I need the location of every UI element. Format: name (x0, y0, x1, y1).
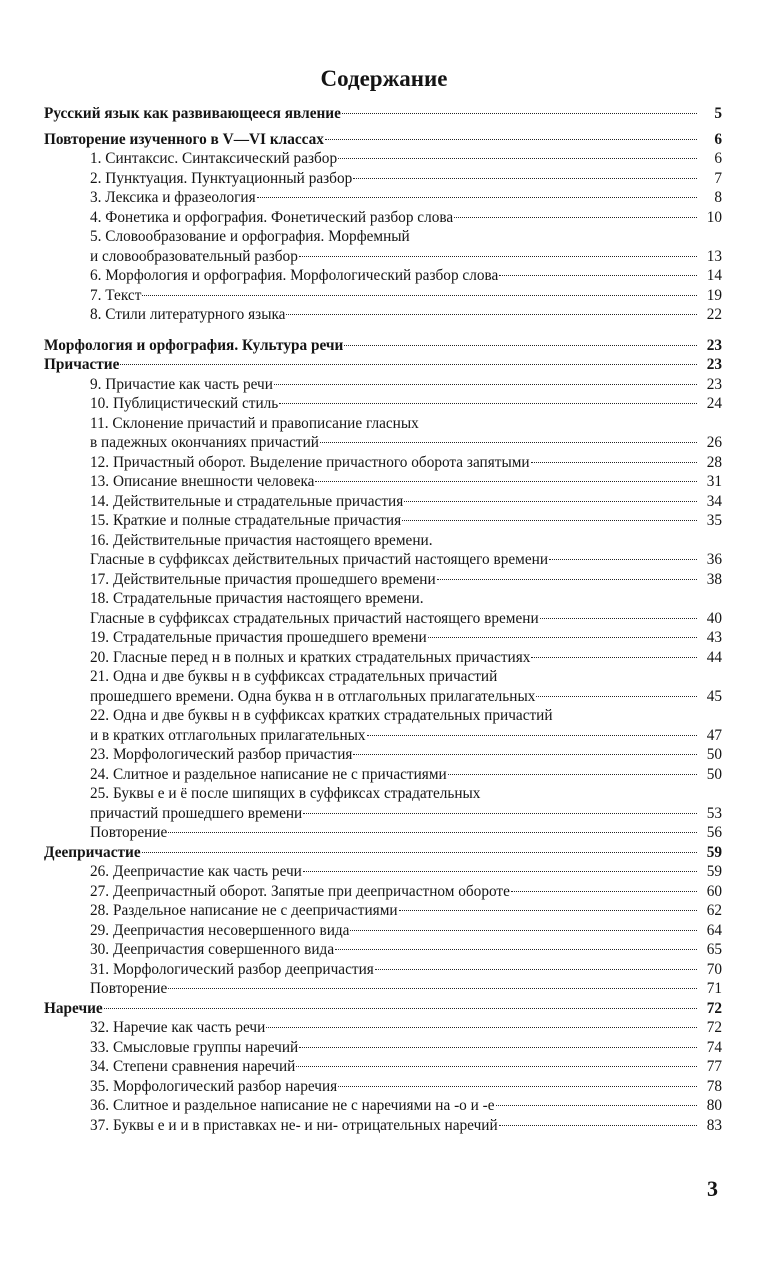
toc-entry-label: 9. Причастие как часть речи (90, 375, 273, 393)
toc-entry (44, 472, 722, 492)
table-of-contents (44, 104, 722, 1135)
toc-entry-label: 33. Смысловые группы наречий (90, 1038, 299, 1056)
dot-leader (338, 1086, 697, 1087)
toc-entry (44, 687, 722, 707)
toc-entry-label: Деепричастие (44, 843, 141, 861)
toc-entry-label: 24. Слитное и раздельное написание не с причастиями (90, 765, 447, 783)
dot-leader (142, 852, 697, 853)
toc-entry-page: 78 (706, 1077, 722, 1095)
toc-entry-label: в падежных окончаниях причастий (90, 434, 319, 451)
toc-entry-page: 26 (706, 434, 722, 451)
toc-entry-page: 74 (706, 1038, 722, 1056)
toc-entry (44, 960, 722, 980)
dot-leader (335, 949, 697, 950)
toc-entry (44, 208, 722, 228)
toc-entry-label: Русский язык как развивающееся явление (44, 105, 341, 122)
toc-entry (44, 1096, 722, 1116)
toc-entry-label: 15. Краткие и полные страдательные причастия (90, 512, 402, 529)
toc-entry (44, 550, 722, 570)
toc-entry-page: 40 (706, 609, 722, 627)
toc-entry-label: 27. Деепричастный оборот. Запятые при деепричастном обороте (90, 882, 510, 900)
dot-leader (315, 481, 697, 482)
toc-entry-label: 18. Страдательные причастия настоящего времени. (90, 590, 424, 607)
toc-entry-label: Гласные в суффиксах страдательных причастий настоящего времени (90, 609, 539, 627)
toc-entry-page: 72 (706, 999, 722, 1017)
toc-entry-page: 22 (706, 306, 722, 323)
toc-entry-page: 60 (706, 882, 722, 900)
toc-entry (44, 414, 722, 434)
toc-section (44, 355, 722, 375)
toc-entry-page: 45 (706, 687, 722, 705)
page-title: Содержание (320, 66, 448, 91)
toc-entry-label: 26. Деепричастие как часть речи (90, 863, 302, 880)
toc-entry-page: 31 (706, 473, 722, 490)
toc-entry-label: Причастие (44, 356, 120, 373)
dot-leader (299, 256, 697, 257)
toc-entry-label: Гласные в суффиксах действительных причастий настоящего времени (90, 551, 549, 568)
toc-entry-label: 6. Морфология и орфография. Морфологический разбор слова (90, 267, 499, 284)
toc-entry-label: 2. Пунктуация. Пунктуационный разбор (90, 169, 353, 187)
toc-entry-label: 4. Фонетика и орфография. Фонетический разбор слова (90, 208, 454, 226)
dot-leader (540, 618, 697, 619)
toc-entry-page: 43 (706, 629, 722, 646)
toc-section (44, 999, 722, 1019)
toc-entry-page: 80 (706, 1097, 722, 1114)
toc-section (44, 336, 722, 356)
toc-entry-page: 36 (706, 551, 722, 568)
dot-leader (338, 158, 697, 159)
toc-entry-label: Наречие (44, 999, 103, 1017)
toc-entry (44, 433, 722, 453)
toc-entry-label: причастий прошедшего времени (90, 804, 303, 822)
toc-entry-page: 13 (706, 247, 722, 265)
toc-entry (44, 648, 722, 668)
dot-leader (402, 520, 697, 521)
toc-entry (44, 979, 722, 999)
page-number: 3 (707, 1176, 718, 1201)
dot-leader (120, 364, 697, 365)
dot-leader (353, 178, 697, 179)
toc-entry (44, 706, 722, 726)
dot-leader (367, 735, 697, 736)
dot-leader (286, 314, 697, 315)
dot-leader (299, 1047, 697, 1048)
toc-entry (44, 882, 722, 902)
dot-leader (303, 813, 697, 814)
toc-entry-label: 28. Раздельное написание не с деепричастиями (90, 902, 398, 919)
toc-entry-label: Повторение изученного в V—VI классах (44, 130, 324, 148)
toc-entry-label: 32. Наречие как часть речи (90, 1019, 266, 1036)
toc-entry-label: Повторение (90, 824, 168, 841)
dot-leader (499, 1125, 697, 1126)
toc-entry (44, 609, 722, 629)
toc-entry-page: 35 (706, 512, 722, 529)
toc-entry-label: 31. Морфологический разбор деепричастия (90, 960, 374, 978)
dot-leader (168, 988, 697, 989)
toc-entry-page: 6 (714, 130, 722, 148)
dot-leader (404, 501, 697, 502)
toc-entry-page: 70 (706, 960, 722, 978)
dot-leader (279, 403, 697, 404)
toc-entry-page: 5 (714, 105, 722, 122)
toc-entry-page: 23 (706, 375, 722, 393)
toc-entry-label: 35. Морфологический разбор наречия (90, 1077, 338, 1095)
toc-entry-label: 17. Действительные причастия прошедшего времени (90, 570, 436, 588)
toc-entry-label: 29. Деепричастия несовершенного вида (90, 921, 350, 939)
toc-entry-page: 72 (706, 1019, 722, 1036)
toc-entry-label: 16. Действительные причастия настоящего времени. (90, 531, 433, 549)
dot-leader (428, 637, 697, 638)
toc-entry-label: 10. Публицистический стиль (90, 395, 279, 412)
toc-entry-label: 11. Склонение причастий и правописание гласных (90, 414, 419, 432)
toc-entry-label: Морфология и орфография. Культура речи (44, 336, 344, 354)
toc-entry (44, 784, 722, 804)
dot-leader (104, 1008, 697, 1009)
toc-entry (44, 394, 722, 414)
toc-entry-label: 12. Причастный оборот. Выделение причастного оборота запятыми (90, 453, 530, 471)
dot-leader (448, 774, 697, 775)
toc-entry (44, 492, 722, 512)
toc-entry-page: 64 (706, 921, 722, 939)
dot-leader (266, 1027, 697, 1028)
toc-entry-label: 25. Буквы е и ё после шипящих в суффиксах страдательных (90, 785, 481, 802)
toc-entry-label: 20. Гласные перед н в полных и кратких страдательных причастиях (90, 648, 531, 666)
dot-leader (350, 930, 697, 931)
dot-leader (342, 113, 697, 114)
toc-entry-label: 19. Страдательные причастия прошедшего времени (90, 629, 427, 646)
toc-entry (44, 1077, 722, 1097)
toc-entry-label: 36. Слитное и раздельное написание не с наречиями на -о и -е (90, 1097, 495, 1114)
toc-entry (44, 1116, 722, 1136)
toc-entry-label: 21. Одна и две буквы н в суффиксах страдательных причастий (90, 668, 498, 685)
dot-leader (536, 696, 697, 697)
toc-entry-page: 19 (706, 286, 722, 304)
toc-entry-page: 56 (706, 824, 722, 841)
toc-entry (44, 169, 722, 189)
toc-entry-label: 23. Морфологический разбор причастия (90, 746, 353, 763)
toc-entry (44, 227, 722, 247)
toc-entry (44, 1057, 722, 1077)
dot-leader (375, 969, 697, 970)
dot-leader (142, 295, 697, 296)
toc-entry (44, 453, 722, 473)
toc-entry (44, 901, 722, 921)
toc-entry-page: 34 (706, 492, 722, 510)
toc-entry-label: 34. Степени сравнения наречий (90, 1058, 296, 1075)
toc-entry-label: прошедшего времени. Одна буква н в отглагольных прилагательных (90, 687, 536, 705)
dot-leader (531, 462, 697, 463)
toc-entry-label: 22. Одна и две буквы н в суффиксах кратких страдательных причастий (90, 707, 553, 724)
toc-entry-label: и словообразовательный разбор (90, 247, 298, 265)
toc-entry-page: 6 (714, 150, 722, 167)
dot-leader (168, 832, 697, 833)
toc-entry-label: 1. Синтаксис. Синтаксический разбор (90, 150, 338, 167)
dot-leader (344, 345, 697, 346)
dot-leader (257, 197, 697, 198)
toc-entry-page: 47 (706, 726, 722, 744)
toc-entry (44, 149, 722, 169)
toc-entry-label: 13. Описание внешности человека (90, 473, 315, 490)
toc-entry (44, 940, 722, 960)
toc-entry-page: 7 (714, 169, 722, 187)
toc-entry-page: 50 (706, 765, 722, 783)
toc-entry (44, 765, 722, 785)
dot-leader (274, 384, 697, 385)
toc-entry (44, 1018, 722, 1038)
toc-entry (44, 745, 722, 765)
toc-entry-label: 7. Текст (90, 286, 142, 304)
toc-entry-label: и в кратких отглагольных прилагательных (90, 726, 366, 744)
toc-entry-page: 28 (706, 453, 722, 471)
dot-leader (454, 217, 697, 218)
toc-entry-page: 44 (706, 648, 722, 666)
toc-entry (44, 667, 722, 687)
toc-entry (44, 589, 722, 609)
toc-entry-page: 71 (706, 980, 722, 997)
toc-entry-page: 50 (706, 746, 722, 763)
toc-entry (44, 921, 722, 941)
toc-entry-page: 59 (706, 843, 722, 861)
toc-entry-page: 62 (706, 902, 722, 919)
dot-leader (303, 871, 697, 872)
toc-entry-page: 59 (706, 863, 722, 880)
toc-entry-label: 37. Буквы е и и в приставках не- и ни- отрицательных наречий (90, 1116, 498, 1134)
toc-entry-page: 14 (706, 267, 722, 284)
toc-entry (44, 247, 722, 267)
toc-entry (44, 862, 722, 882)
dot-leader (511, 891, 697, 892)
dot-leader (499, 275, 697, 276)
toc-entry (44, 726, 722, 746)
toc-entry-page: 23 (706, 336, 722, 354)
toc-entry-page: 83 (706, 1116, 722, 1134)
toc-section (44, 104, 722, 124)
toc-section (44, 130, 722, 150)
toc-entry-page: 10 (706, 208, 722, 226)
toc-entry-page: 53 (706, 804, 722, 822)
toc-entry-label: 8. Стили литературного языка (90, 306, 286, 323)
toc-entry-label: Повторение (90, 980, 168, 997)
dot-leader (496, 1105, 697, 1106)
toc-entry (44, 286, 722, 306)
toc-entry-page: 38 (706, 570, 722, 588)
toc-entry (44, 823, 722, 843)
toc-entry-label: 3. Лексика и фразеология (90, 189, 256, 206)
dot-leader (325, 139, 697, 140)
toc-entry (44, 804, 722, 824)
dot-leader (531, 657, 697, 658)
toc-entry-page: 24 (706, 395, 722, 412)
toc-entry-label: 5. Словообразование и орфография. Морфемный (90, 228, 410, 245)
toc-entry (44, 628, 722, 648)
toc-entry (44, 188, 722, 208)
toc-entry (44, 375, 722, 395)
toc-entry-page: 77 (706, 1058, 722, 1075)
toc-entry (44, 305, 722, 325)
dot-leader (437, 579, 697, 580)
toc-entry (44, 1038, 722, 1058)
toc-entry-page: 8 (714, 189, 722, 206)
toc-entry-page: 23 (706, 356, 722, 373)
toc-entry-page: 65 (706, 941, 722, 958)
toc-entry (44, 531, 722, 551)
dot-leader (353, 754, 697, 755)
toc-entry (44, 570, 722, 590)
toc-entry (44, 511, 722, 531)
toc-section (44, 843, 722, 863)
toc-entry (44, 266, 722, 286)
dot-leader (399, 910, 697, 911)
dot-leader (549, 559, 697, 560)
dot-leader (296, 1066, 697, 1067)
toc-entry-label: 14. Действительные и страдательные причастия (90, 492, 404, 510)
toc-entry-label: 30. Деепричастия совершенного вида (90, 941, 335, 958)
dot-leader (320, 442, 697, 443)
